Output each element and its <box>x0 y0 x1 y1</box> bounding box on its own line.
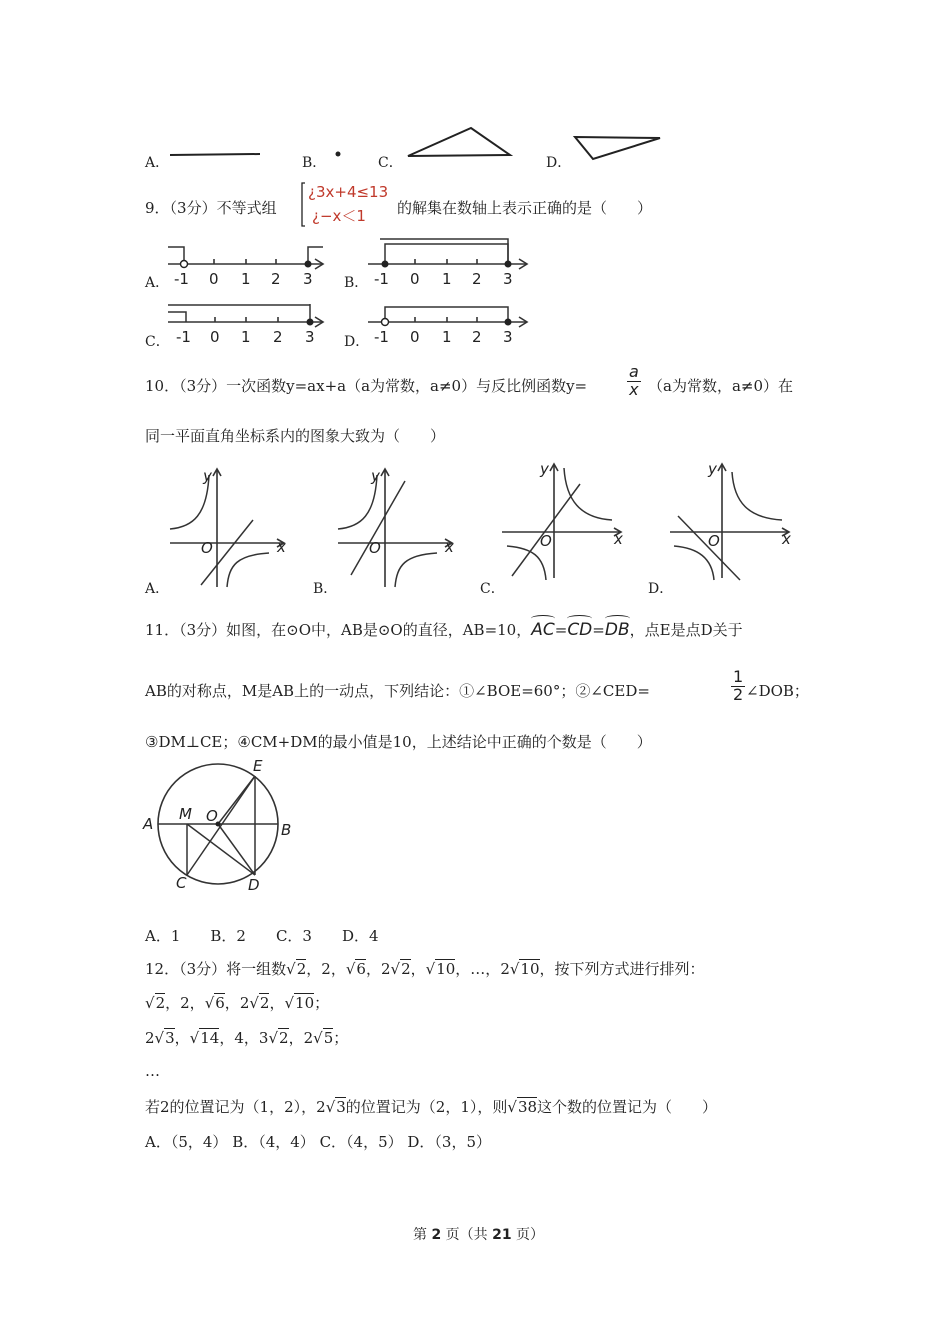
q12-line-1: 12．（3分）将一组数√2，2，√6，2√2，√10，…，2√10，按下列方式进行排列： <box>145 960 705 978</box>
rad: 2 <box>296 960 307 978</box>
q12-row-2: 2√3，√14，4，3√2，2√5； <box>145 1029 349 1047</box>
sep: ， <box>288 1029 304 1047</box>
rad: 6 <box>356 960 366 978</box>
label-e: E <box>253 757 263 775</box>
q12-options: A．（5，4） B．（4，4） C．（4，5） D．（3，5） <box>145 1133 492 1151</box>
q9-option-b: B． <box>344 275 369 291</box>
label-o: O <box>206 807 218 825</box>
tick: 1 <box>241 328 251 346</box>
ellipsis: … <box>470 960 486 978</box>
q12-text-5b: 的位置记为（2，1），则 <box>345 1098 508 1116</box>
rad: 10 <box>520 960 540 978</box>
axis-y-label: y <box>371 467 380 485</box>
q9-brace <box>299 182 307 228</box>
q10-fraction <box>627 364 641 399</box>
q10-option-c: C． <box>480 581 505 597</box>
sep: ， <box>189 994 205 1012</box>
q12-row-1: √2，2，√6，2√2，√10； <box>145 994 330 1012</box>
q11-eq: = <box>592 621 605 639</box>
tick: 1 <box>241 270 251 288</box>
label-m: M <box>179 805 192 823</box>
sep: ， <box>224 994 240 1012</box>
q10-text-2: （a为常数，a≠0）在 <box>648 377 793 395</box>
q11-text-2b: ∠DOB； <box>746 682 809 700</box>
q9-option-c: C． <box>145 334 170 350</box>
q12-text-5c: 这个数的位置记为（ ） <box>537 1098 718 1116</box>
tick: 3 <box>503 328 513 346</box>
q11-half <box>731 669 745 704</box>
q12-text-1b: ，按下列方式进行排列： <box>539 960 705 978</box>
rad: 3 <box>165 1029 175 1047</box>
tick: 3 <box>503 270 513 288</box>
q10-graph-b <box>333 465 463 590</box>
q9-inequality-2-text: ¿−x＜1 <box>312 207 366 225</box>
sep: ， <box>330 960 346 978</box>
footer-mid: 页（共 <box>445 1227 488 1243</box>
page-footer <box>413 1227 544 1244</box>
q11-text-1b: ，点E是点D关于 <box>629 621 743 639</box>
q10-option-b: B． <box>313 581 338 597</box>
rad: 2 <box>279 1029 289 1047</box>
tick: 1 <box>442 270 452 288</box>
q10-frac-num: a <box>629 362 639 381</box>
q10-option-a: A． <box>145 581 170 597</box>
sep: ， <box>306 960 322 978</box>
q11-text-2a: AB的对称点，M是AB上的一动点，下列结论：①∠BOE=60°；②∠CED= <box>145 682 650 700</box>
tick: -1 <box>174 270 189 288</box>
sep: ， <box>219 1029 235 1047</box>
num: 2 <box>303 1029 314 1047</box>
sep: ， <box>165 994 181 1012</box>
num: 2 <box>239 994 250 1012</box>
sep: ， <box>365 960 381 978</box>
tick: 3 <box>305 328 315 346</box>
q11-arc-cd: CD <box>567 620 593 640</box>
tick: 2 <box>472 328 482 346</box>
rad: 2 <box>401 960 411 978</box>
sep: ， <box>243 1029 259 1047</box>
label-d: D <box>248 876 260 894</box>
q9-option-a: A． <box>145 275 170 291</box>
rad: 2 <box>259 994 270 1012</box>
sep: ， <box>410 960 426 978</box>
rad: 2 <box>155 994 166 1012</box>
q9-inequality-1-text: ¿3x+4≤13 <box>308 183 389 201</box>
footer-page: 2 <box>431 1227 442 1243</box>
q9-numberline-b <box>368 236 533 294</box>
sep: ； <box>333 1029 349 1047</box>
tick: 0 <box>410 328 420 346</box>
sep: ； <box>314 994 330 1012</box>
rad: 38 <box>517 1098 538 1116</box>
q11-text-1a: 11．（3分）如图，在⊙O中，AB是⊙O的直径，AB=10， <box>145 621 532 639</box>
tick: 1 <box>442 328 452 346</box>
axis-x-label: x <box>782 530 791 548</box>
origin-label: O <box>201 539 213 557</box>
q11-line-3: ③DM⊥CE；④CM+DM的最小值是10，上述结论中正确的个数是（ ） <box>145 733 652 751</box>
tick: 0 <box>209 270 219 288</box>
axis-y-label: y <box>203 467 212 485</box>
q10-text-1: 10．（3分）一次函数y=ax+a（a为常数，a≠0）与反比例函数y= <box>145 377 588 395</box>
q10-graph-a <box>165 465 295 590</box>
sep: ， <box>174 1029 190 1047</box>
q9-numberline-a <box>168 244 328 294</box>
q9-suffix: 的解集在数轴上表示正确的是（ ） <box>397 199 653 217</box>
axis-y-label: y <box>540 460 549 478</box>
q11-half-den: 2 <box>733 684 744 704</box>
rad: 3 <box>336 1098 346 1116</box>
num: 2 <box>500 960 510 978</box>
axis-x-label: x <box>277 538 286 556</box>
tick: 2 <box>273 328 283 346</box>
q10-frac-den: x <box>629 379 639 399</box>
q11-line-1 <box>145 620 743 640</box>
q9-prefix: 9．（3分）不等式组 <box>145 199 277 217</box>
footer-suffix: 页） <box>516 1227 545 1243</box>
rad: 10 <box>295 994 315 1012</box>
footer-total: 21 <box>492 1227 512 1243</box>
tick: 2 <box>472 270 482 288</box>
origin-label: O <box>540 532 552 550</box>
num: 3 <box>258 1029 269 1047</box>
rad: 5 <box>323 1029 334 1047</box>
q10-line-2: 同一平面直角坐标系内的图象大致为（ ） <box>145 427 446 445</box>
q12-line-5: 若2的位置记为（1，2），2√3的位置记为（2，1），则√38这个数的位置记为（ ） <box>145 1098 718 1116</box>
tick: 0 <box>210 328 220 346</box>
axis-y-label: y <box>708 460 717 478</box>
tick: -1 <box>374 328 389 346</box>
rad: 10 <box>436 960 456 978</box>
tick: -1 <box>176 328 191 346</box>
q8-option-c: C． <box>378 155 403 171</box>
q11-arc-db: DB <box>604 620 630 640</box>
q12-text-1a: 12．（3分）将一组数 <box>145 960 287 978</box>
q11-eq: = <box>554 621 568 639</box>
num: 2 <box>321 960 331 978</box>
num: 4 <box>234 1029 244 1047</box>
q12-dots: … <box>145 1062 160 1080</box>
q9-numberline-d <box>368 304 533 350</box>
axis-x-label: x <box>614 530 623 548</box>
q10-graph-d <box>670 460 800 585</box>
q11-half-num: 1 <box>733 667 744 686</box>
q8-option-b: B． <box>302 155 327 171</box>
q8-option-d: D． <box>546 155 572 171</box>
label-c: C <box>176 874 187 892</box>
footer-prefix: 第 <box>413 1227 427 1243</box>
sep: ， <box>269 994 285 1012</box>
origin-label: O <box>369 539 381 557</box>
q8-shape-a <box>170 150 262 160</box>
sep: ， <box>455 960 471 978</box>
q11-circle-figure <box>140 757 300 892</box>
rad: 14 <box>200 1029 220 1047</box>
q8-option-a: A． <box>145 155 170 171</box>
num: 2 <box>380 960 391 978</box>
tick: 0 <box>410 270 420 288</box>
sep: ， <box>485 960 501 978</box>
q9-numberline-c <box>168 302 333 350</box>
q8-shape-d <box>572 134 664 164</box>
label-b: B <box>281 821 292 839</box>
q8-shape-c <box>405 125 515 160</box>
num: 2 <box>145 1029 155 1047</box>
tick: 2 <box>271 270 281 288</box>
axis-x-label: x <box>445 538 454 556</box>
q11-options: A．1 B．2 C．3 D．4 <box>145 927 379 945</box>
q9-option-d: D． <box>344 334 370 350</box>
rad: 6 <box>215 994 225 1012</box>
q12-text-5a: 若2的位置记为（1，2），2 <box>145 1098 326 1116</box>
origin-label: O <box>708 532 720 550</box>
q9-inequality-2 <box>312 207 366 225</box>
q8-shape-b <box>333 150 343 160</box>
q11-arc-ac: AC <box>531 620 555 640</box>
label-a: A <box>143 815 154 833</box>
tick: -1 <box>374 270 389 288</box>
tick: 3 <box>303 270 313 288</box>
q10-graph-c <box>502 460 632 585</box>
num: 2 <box>180 994 190 1012</box>
q10-option-d: D． <box>648 581 674 597</box>
q9-inequality-1 <box>308 183 388 201</box>
